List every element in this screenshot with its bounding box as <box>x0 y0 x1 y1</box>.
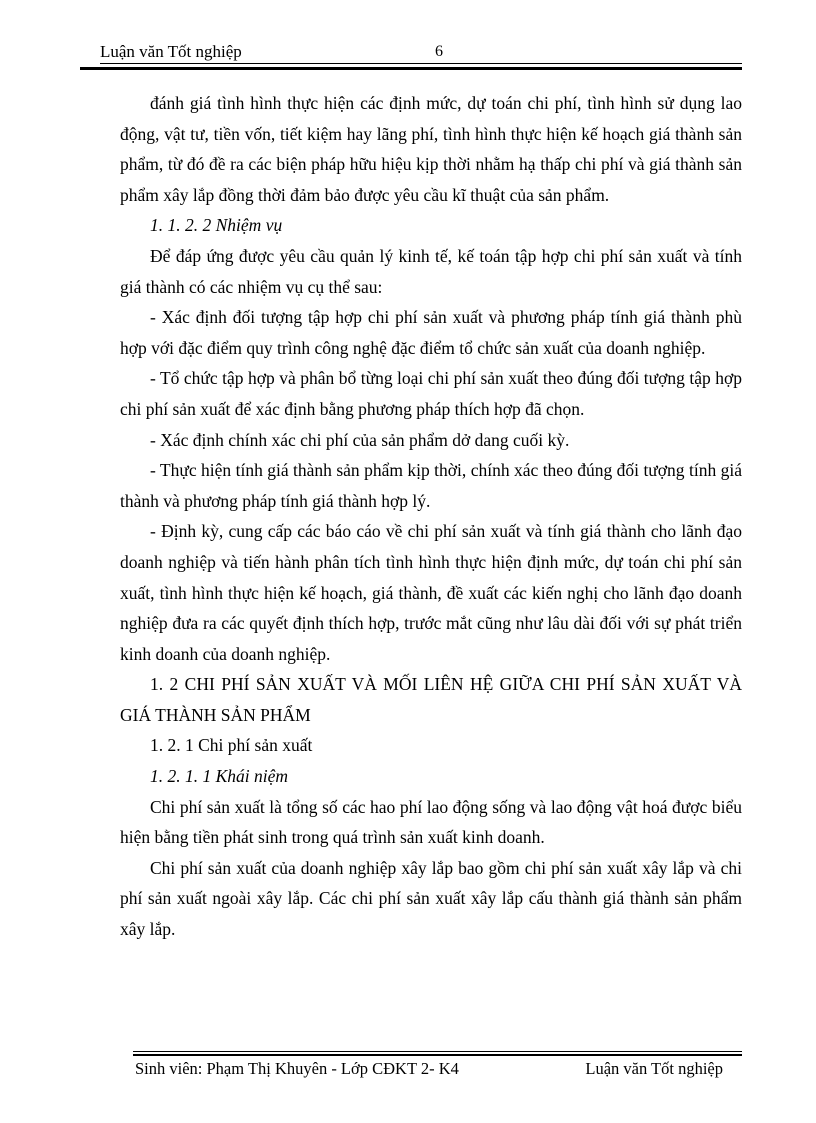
subsection-heading-chi-phi-san-xuat: 1. 2. 1 Chi phí sản xuất <box>150 735 313 756</box>
section-heading-chi-phi-san-xuat-moi-lien-he: 1. 2 CHI PHÍ SẢN XUẤT VÀ MỐI LIÊN HỆ GIỮA CHI PHÍ SẢN XUẤT VÀ GIÁ THÀNH SẢN PHẨM <box>120 674 742 725</box>
footer-student-info: Sinh viên: Phạm Thị Khuyên - Lớp CĐKT 2- K4 <box>135 1059 459 1078</box>
header-rule <box>80 67 742 70</box>
subsection-heading-khai-niem: 1. 2. 1. 1 Khái niệm <box>150 766 289 787</box>
header-title: Luận văn Tốt nghiệp <box>100 42 242 61</box>
page-number: 6 <box>435 43 443 60</box>
header-row <box>100 42 742 64</box>
paragraph: Chi phí sản xuất của doanh nghiệp xây lắp bao gồm chi phí sản xuất xây lắp và chi phí sản xuất ngoài xây lắp. Các chi phí sản xuất xây lắp cấu thành giá thành sản phẩm xây lắp. <box>120 857 742 940</box>
footer-doc-title: Luận văn Tốt nghiệp <box>585 1059 723 1078</box>
paragraph-continuation: đánh giá tình hình thực hiện các định mức, dự toán chi phí, tình hình sử dụng lao động, vật tư, tiền vốn, tiết kiệm hay lãng phí, tình hình thực hiện kế hoạch giá thành sản phẩm, từ đó đề ra các biện pháp hữu hiệu kịp thời nhằm hạ thấp chi phí và giá thành sản phẩm xây lắp đồng thời đảm bảo được yêu cầu kĩ thuật của sản phẩm. <box>120 93 742 205</box>
list-item-dash: - Xác định đối tượng tập hợp chi phí sản xuất và phương pháp tính giá thành phù hợp với đặc điểm quy trình công nghệ đặc điểm tổ chức sản xuất của doanh nghiệp. <box>120 307 742 358</box>
footer-row <box>133 1056 742 1079</box>
list-item-dash: - Xác định chính xác chi phí của sản phẩm dở dang cuối kỳ. <box>150 429 570 450</box>
document-body <box>120 88 742 945</box>
list-item-dash: - Thực hiện tính giá thành sản phẩm kịp thời, chính xác theo đúng đối tượng tính giá thành và phương pháp tính giá thành hợp lý. <box>120 460 742 511</box>
paragraph: Để đáp ứng được yêu cầu quản lý kinh tế, kế toán tập hợp chi phí sản xuất và tính giá thành có các nhiệm vụ cụ thể sau: <box>120 245 742 297</box>
list-item-dash: - Tổ chức tập hợp và phân bổ từng loại chi phí sản xuất theo đúng đối tượng tập hợp chi phí sản xuất để xác định bằng phương pháp thích hợp đã chọn. <box>120 368 742 419</box>
page-header <box>100 0 742 64</box>
section-heading-nhiem-vu: 1. 1. 2. 2 Nhiệm vụ <box>150 215 283 236</box>
page-footer <box>133 1051 742 1079</box>
paragraph: Chi phí sản xuất là tổng số các hao phí lao động sống và lao động vật hoá được biểu hiện bằng tiền phát sinh trong quá trình sản xuất kinh doanh. <box>120 796 742 848</box>
list-item-dash: - Định kỳ, cung cấp các báo cáo về chi phí sản xuất và tính giá thành cho lãnh đạo doanh nghiệp và tiến hành phân tích tình hình thực hiện định mức, dự toán chi phí sản xuất, tình hình thực hiện kế hoạch, giá thành, đề xuất các kiến nghị cho lãnh đạo doanh nghiệp đưa ra các quyết định thích hợp, trước mắt cũng như lâu dài đối với sự phát triển kinh doanh của doanh nghiệp. <box>120 521 742 664</box>
